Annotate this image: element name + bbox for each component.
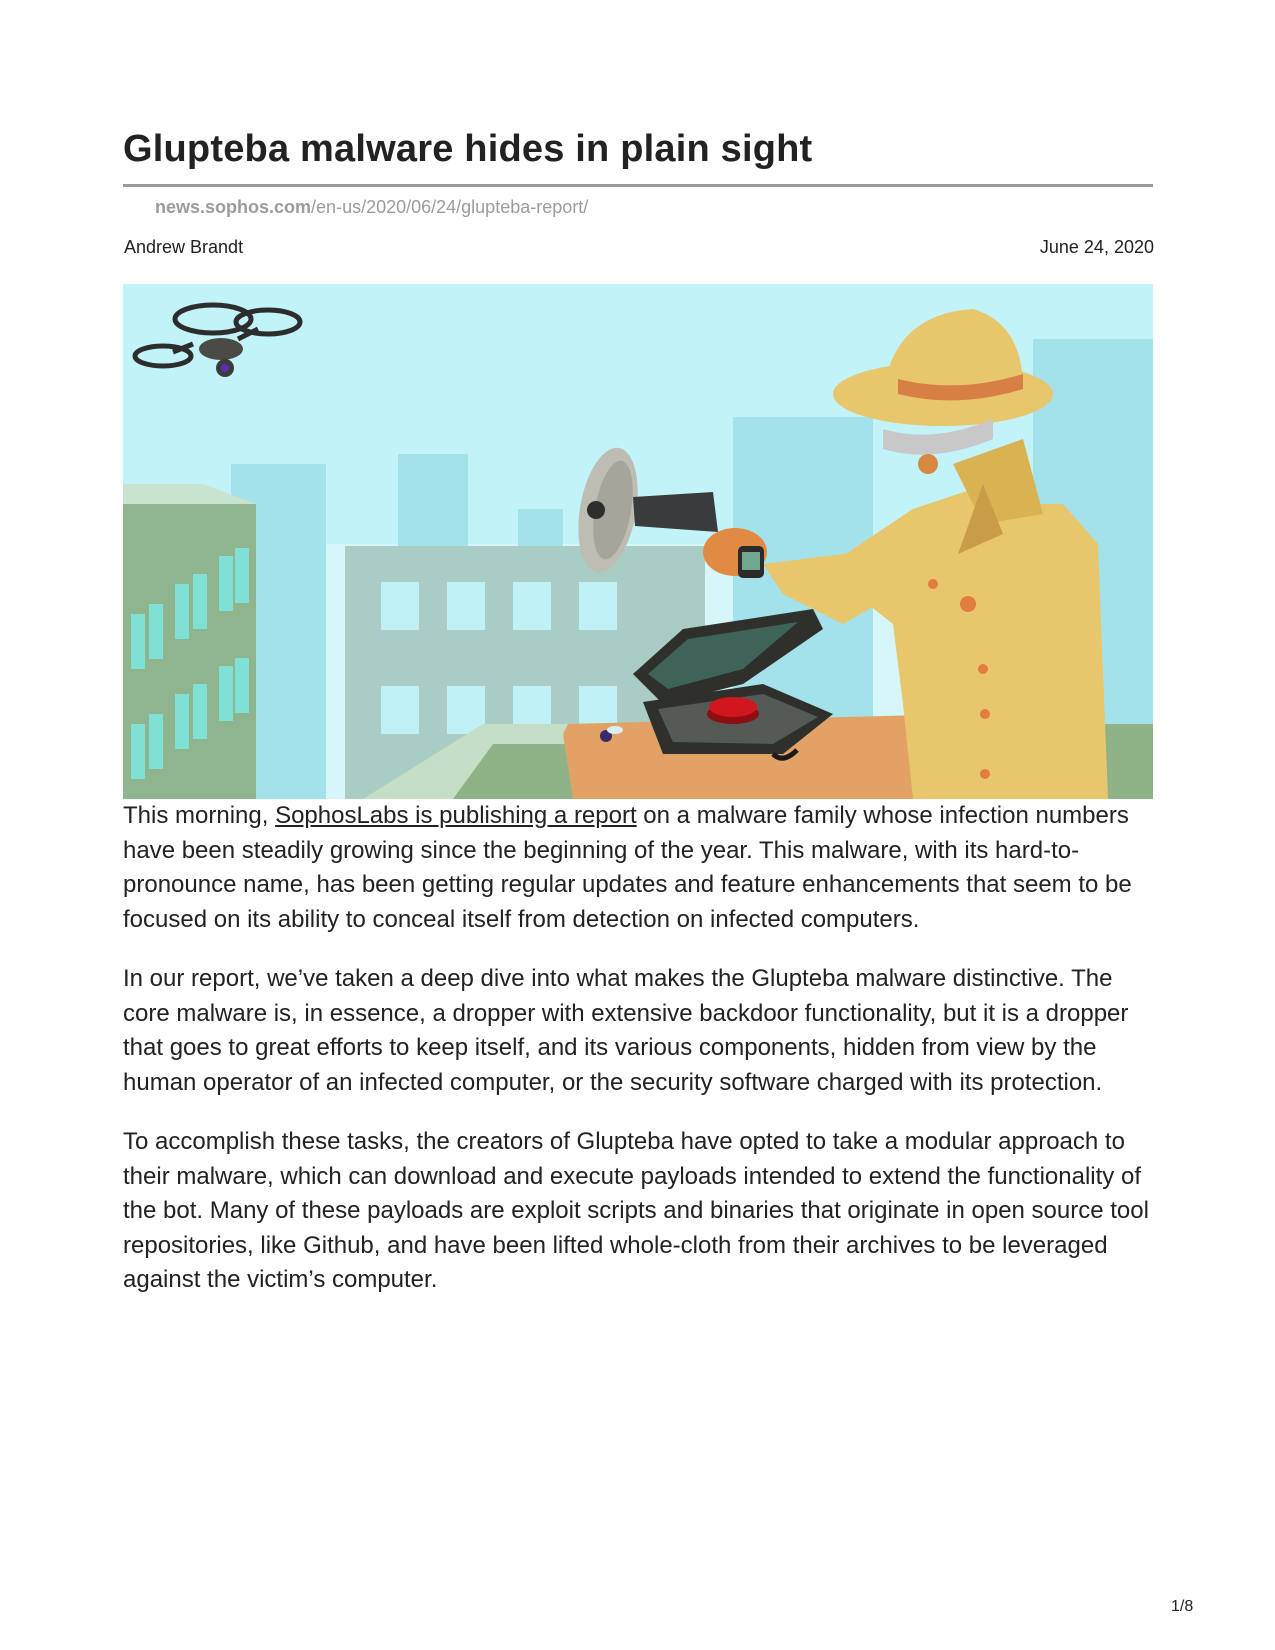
source-url[interactable] [155,197,588,218]
article-paragraph: To accomplish these tasks, the creators of Glupteba have opted to take a modular approach to their malware, which can download and execute payloads intended to extend the functionality of the bot. Many of these payloads are exploit scripts and binaries that originate in open source tool repositories, like Github, and have been lifted whole-cloth from their archives to be leveraged against the victim’s computer. [123,1128,1149,1293]
title-divider [123,184,1153,187]
paragraph-rest: on a malware family whose infection numbers have been steadily growing since the beginning of the year. This malware, with its hard-to-pronounce name, has been getting regular updates and feature enhancements that seem to be focused on its ability to conceal itself from detection on infected computers. [123,802,1132,933]
article-paragraph [123,799,1153,937]
source-path: /en-us/2020/06/24/glupteba-report/ [311,197,589,217]
hero-illustration [123,284,1153,799]
report-link[interactable]: SophosLabs is publishing a report [275,802,637,829]
article-body [123,799,1153,1323]
article-title: Glupteba malware hides in plain sight [123,128,813,170]
source-domain: news.sophos.com [155,197,312,217]
paragraph-lead: This morning, [123,802,276,829]
author-name: Andrew Brandt [124,237,244,257]
article-paragraph: In our report, we’ve taken a deep dive into what makes the Glupteba malware distinctive. The core malware is, in essence, a dropper with extensive backdoor functionality, but it is a dropper that goes to great efforts to keep itself, and its various components, hidden from view by the human operator of an infected computer, or the security software charged with its protection. [123,965,1129,1096]
page-number: 1/8 [1171,1598,1194,1615]
publish-date: June 24, 2020 [1039,237,1154,257]
